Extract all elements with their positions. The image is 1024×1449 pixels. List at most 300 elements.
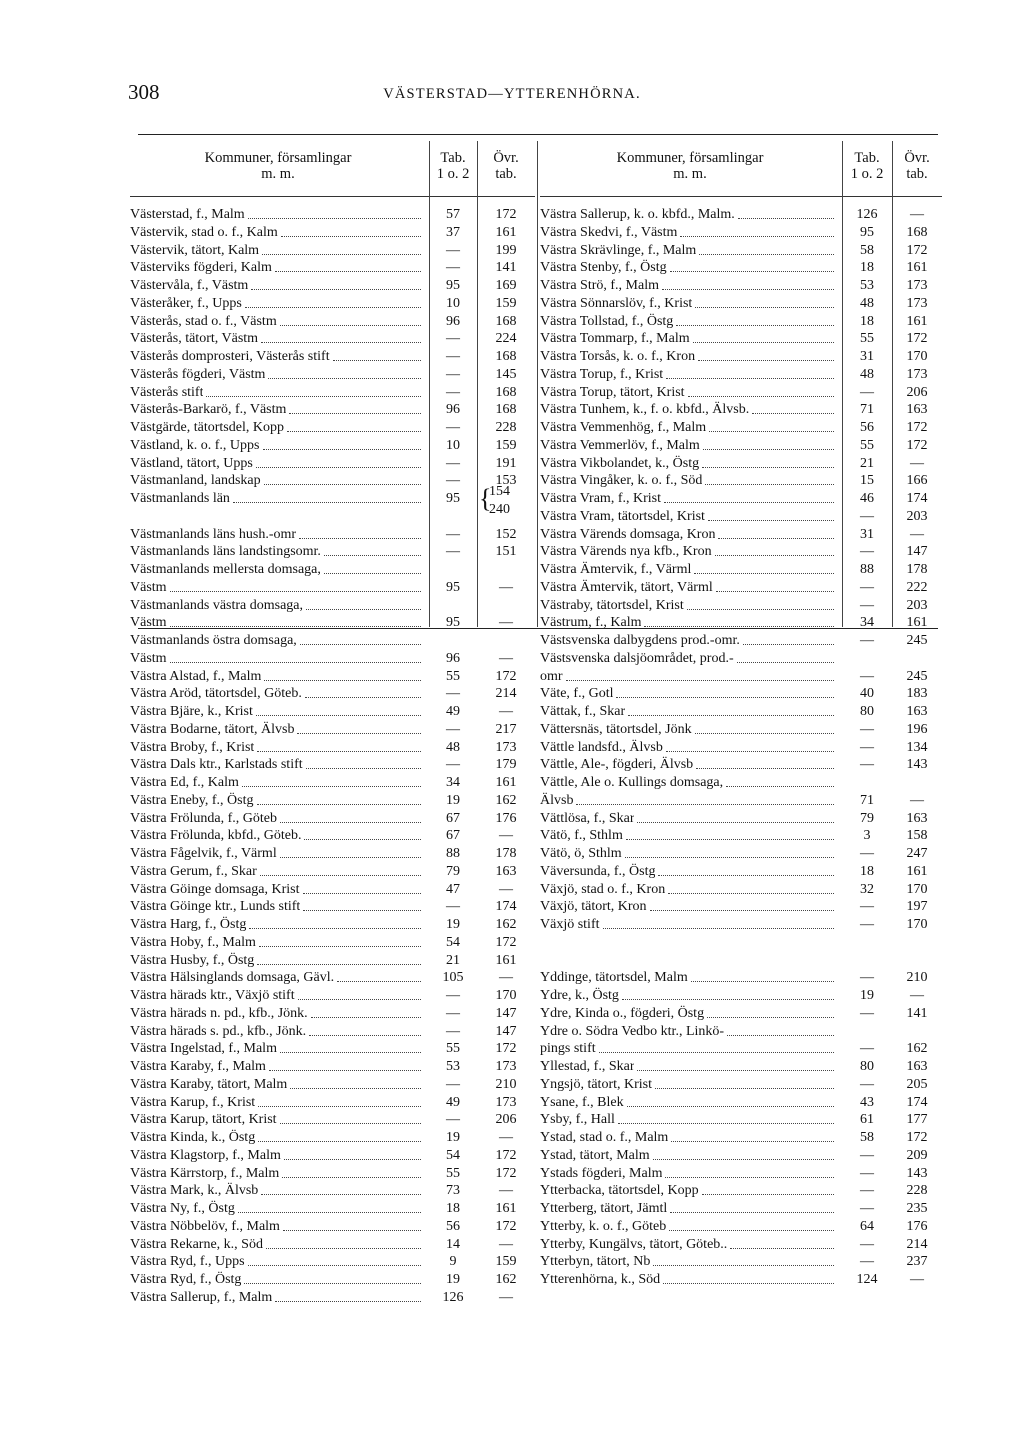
entry-name: Växjö, stad o. f., Kron [540, 881, 666, 897]
entry-name: Ystad, tätort, Malm [540, 1147, 650, 1163]
ovr-value: 173 [495, 1059, 517, 1074]
ovr-value: 163 [906, 1059, 928, 1074]
dot-leader [691, 981, 834, 982]
ovr-value: 161 [495, 775, 517, 790]
ovr-value: 217 [495, 721, 517, 737]
tab-value: — [446, 899, 460, 915]
table-row [0, 508, 1024, 525]
table-row [0, 987, 1024, 1004]
entry-name: Västerås-Barkarö, f., Västm [130, 402, 287, 418]
dot-leader [703, 449, 834, 450]
ovr-value: — [499, 970, 513, 986]
tab-value: 79 [446, 863, 460, 879]
tab-value: 48 [446, 739, 460, 755]
tab-value: 88 [446, 846, 460, 861]
tab-value: — [860, 508, 874, 524]
ovr-value: 228 [495, 420, 517, 435]
entry-name: Västra Skrävlinge, f., Malm [540, 242, 697, 258]
ovr-value: — [499, 881, 513, 897]
tab-value: — [446, 1112, 460, 1128]
ovr-value: — [910, 792, 924, 808]
entry-name: Västra Eneby, f., Östg [130, 792, 254, 808]
entry-name: Vättlösa, f., Skar [540, 810, 635, 826]
dot-leader [695, 307, 834, 308]
dot-leader [727, 1035, 834, 1036]
dot-leader [671, 1141, 834, 1142]
tab-value: 55 [446, 1041, 460, 1057]
table-row [0, 1094, 1024, 1111]
tab-value: 19 [860, 988, 874, 1003]
table-row [0, 437, 1024, 454]
right-header-name [540, 150, 840, 182]
header-tab-line2: 1 o. 2 [436, 166, 470, 182]
ovr-value: 247 [906, 846, 928, 861]
tab-value: 105 [442, 970, 464, 986]
ovr-value: 237 [906, 1254, 928, 1270]
dot-leader [650, 910, 834, 911]
entry-name: Västra Frölunda, kbfd., Göteb. [130, 828, 302, 844]
dot-leader [626, 839, 834, 840]
table-row [0, 543, 1024, 560]
entry-name: Västmanland, landskap [130, 473, 261, 489]
table-row [0, 295, 1024, 312]
entry-name: Västervåla, f., Västm [130, 278, 249, 293]
header-tab-line2: 1 o. 2 [850, 166, 884, 182]
ovr-value: 172 [906, 1130, 928, 1145]
ovr-value: 170 [906, 881, 928, 897]
header-tab-line1: Tab. [440, 150, 466, 166]
ovr-value: 161 [906, 863, 928, 879]
entry-name: Västra härads s. pd., kfb., Jönk. [130, 1023, 307, 1039]
tab-value: 34 [860, 615, 874, 631]
table-row [0, 898, 1024, 915]
right-header-tab [842, 150, 892, 182]
entry-name: Västland, k. o. f., Upps [130, 437, 260, 453]
tab-value: 18 [860, 313, 874, 329]
tab-value: — [860, 899, 874, 915]
dot-leader [275, 1301, 421, 1302]
ovr-value: — [910, 1272, 924, 1287]
entry-name: Västland, tätort, Upps [130, 455, 253, 471]
tab-value: 19 [446, 917, 460, 932]
ovr-value: 161 [495, 224, 517, 240]
tab-value: 34 [446, 775, 460, 790]
tab-value: — [860, 668, 874, 684]
ovr-value: 166 [906, 473, 928, 489]
entry-name: Västra Karup, tätort, Krist [130, 1112, 277, 1128]
table-row [0, 490, 1024, 507]
tab-value: 95 [860, 224, 874, 240]
dot-leader [687, 609, 834, 610]
tab-value: 57 [446, 207, 460, 222]
entry-name: Västra Värends nya kfb., Kron [540, 544, 712, 560]
ovr-value: 141 [495, 260, 517, 276]
entry-name: Västra Göinge domsaga, Krist [130, 881, 300, 897]
dot-leader [738, 218, 834, 219]
tab-value: 49 [446, 1094, 460, 1110]
tab-value: 54 [446, 934, 460, 950]
table-row [0, 384, 1024, 401]
tab-value: 126 [442, 1289, 464, 1305]
entry-name: Västra Gerum, f., Skar [130, 863, 257, 879]
table-row [0, 650, 1024, 667]
entry-name: Västra Klagstorp, f., Malm [130, 1147, 281, 1163]
tab-value: 88 [860, 562, 874, 577]
ovr-value: 214 [906, 1236, 928, 1252]
ovr-value: 169 [495, 278, 517, 293]
ovr-value: 168 [906, 224, 928, 240]
ovr-value: 163 [906, 402, 928, 418]
entry-name: Västra Frölunda, f., Göteb [130, 810, 277, 826]
ovr-value: — [499, 1130, 513, 1145]
dot-leader [702, 467, 834, 468]
tab-value: 73 [446, 1183, 460, 1199]
ovr-value: 172 [495, 1041, 517, 1057]
ovr-value: 161 [906, 615, 928, 631]
ovr-value: 176 [906, 1218, 928, 1234]
dot-leader [688, 396, 834, 397]
entry-name: Västra Bodarne, tätort, Älvsb [130, 721, 295, 737]
tab-value: 14 [446, 1236, 460, 1252]
ovr-value: 203 [906, 508, 928, 524]
entry-name: Västra Vingåker, k. o. f., Söd [540, 473, 703, 489]
dot-leader [708, 520, 834, 521]
entry-name: Vätö, f., Sthlm [540, 828, 623, 844]
dot-leader [662, 289, 834, 290]
ovr-value: 172 [495, 207, 517, 222]
table-row [0, 526, 1024, 543]
table-row [0, 242, 1024, 259]
entry-name: Ydre, k., Östg [540, 988, 619, 1003]
table-row [0, 881, 1024, 898]
ovr-value: 168 [495, 313, 517, 329]
entry-name: Västm [130, 579, 167, 595]
entry-name: Västmanlands västra domsaga, [130, 597, 304, 613]
entry-name: Västra Mark, k., Älvsb [130, 1183, 259, 1199]
ovr-value: 235 [906, 1201, 928, 1216]
tab-value: 18 [860, 863, 874, 879]
ovr-value: 173 [495, 1094, 517, 1110]
entry-name: Västra Göinge ktr., Lunds stift [130, 899, 301, 915]
entry-name: Ysane, f., Blek [540, 1094, 624, 1110]
entry-name: Västra Hälsinglands domsaga, Gävl. [130, 970, 335, 986]
ovr-value: 147 [495, 1005, 517, 1021]
ovr-value: 228 [906, 1183, 928, 1199]
table-row [0, 330, 1024, 347]
ovr-value: — [910, 455, 924, 471]
entry-name: Västra Broby, f., Krist [130, 739, 255, 755]
table-row [0, 1271, 1024, 1288]
table-row [0, 1040, 1024, 1057]
ovr-value: 224 [495, 331, 517, 347]
tab-value: 95 [446, 579, 460, 595]
tab-value: 61 [860, 1112, 874, 1128]
tab-value: 40 [860, 686, 874, 702]
entry-name: Västra Tommarp, f., Malm [540, 331, 690, 347]
entry-name: Västmanlands östra domsaga, [130, 633, 297, 648]
ovr-value: 159 [495, 295, 517, 311]
dot-leader [664, 502, 834, 503]
table-row [0, 632, 1024, 649]
entry-name: Västra Torup, tätort, Krist [540, 384, 685, 400]
tab-value: — [446, 455, 460, 471]
ovr-value: 172 [495, 668, 517, 684]
ovr-value: 141 [906, 1005, 928, 1021]
table-row [0, 1165, 1024, 1182]
entry-name: Västmanlands mellersta domsaga, [130, 562, 321, 577]
ovr-value: 178 [906, 562, 928, 577]
tab-value: 54 [446, 1147, 460, 1163]
table-row [0, 277, 1024, 294]
ovr-value: — [910, 207, 924, 222]
entry-name: Västra Harg, f., Östg [130, 917, 247, 932]
tab-value: 53 [860, 278, 874, 293]
tab-value: 31 [860, 526, 874, 542]
entry-name: Västm [130, 650, 167, 666]
header-tab-line1: Tab. [854, 150, 880, 166]
table-row [0, 561, 1024, 578]
tab-value: 37 [446, 224, 460, 240]
entry-name: Västra Vemmerlöv, f., Malm [540, 437, 700, 453]
header-name-line1: Kommuner, församlingar [204, 150, 352, 166]
ovr-value: 191 [495, 455, 517, 471]
tab-value: — [860, 633, 874, 648]
tab-value: — [446, 686, 460, 702]
ovr-value: 172 [495, 1218, 517, 1234]
entry-name: Västerås, stad o. f., Västm [130, 313, 277, 329]
entry-name: Ysby, f., Hall [540, 1112, 615, 1128]
ovr-value: 163 [906, 704, 928, 719]
dot-leader [666, 751, 834, 752]
entry-name: Västra Tunhem, k., f. o. kbfd., Älvsb. [540, 402, 750, 418]
dot-leader [665, 1177, 834, 1178]
tab-value: — [446, 721, 460, 737]
entry-name: pings stift [540, 1041, 596, 1057]
header-name-line1: Kommuner, församlingar [616, 150, 764, 166]
ovr-value: 173 [906, 295, 928, 311]
entry-name: Ytterbacka, tätortsdel, Kopp [540, 1183, 699, 1199]
ovr-value: 206 [495, 1112, 517, 1128]
page-title: VÄSTERSTAD—YTTERENHÖRNA. [383, 86, 641, 102]
dot-leader [655, 1088, 834, 1089]
tab-value: 47 [446, 881, 460, 897]
tab-value: — [446, 1005, 460, 1021]
ovr-value: 158 [906, 828, 928, 844]
ovr-value: 172 [906, 420, 928, 435]
ovr-value: 172 [495, 1165, 517, 1181]
ovr-value: 153 [495, 473, 517, 489]
tab-value: 56 [860, 420, 874, 435]
table-row [0, 597, 1024, 614]
ovr-value: 163 [495, 863, 517, 879]
dot-leader [668, 893, 834, 894]
tab-value: 15 [860, 473, 874, 489]
entry-name: Vättersnäs, tätortsdel, Jönk [540, 721, 692, 737]
tab-value: 64 [860, 1218, 874, 1234]
ovr-value: 159 [495, 437, 517, 453]
tab-value: — [860, 917, 874, 932]
table-row [0, 1076, 1024, 1093]
table-row [0, 1147, 1024, 1164]
entry-name: Vättle, Ale-, fögderi, Älvsb [540, 757, 694, 773]
tab-value: — [446, 1076, 460, 1092]
ovr-value: 172 [906, 242, 928, 258]
header-ovr-line2: tab. [495, 166, 517, 182]
dot-leader [666, 378, 834, 379]
tab-value: — [860, 1201, 874, 1216]
tab-value: 96 [446, 650, 460, 666]
entry-name: Västra Dals ktr., Karlstads stift [130, 757, 303, 773]
ovr-value: — [499, 1183, 513, 1199]
dot-leader [669, 1230, 834, 1231]
ovr-value: 172 [495, 934, 517, 950]
ovr-value: — [499, 579, 513, 595]
tab-value: 95 [446, 491, 460, 506]
header-ovr-line2: tab. [906, 166, 928, 182]
tab-value: — [860, 757, 874, 773]
tab-value: — [446, 988, 460, 1003]
dot-leader [718, 538, 834, 539]
entry-name: Västerstad, f., Malm [130, 207, 245, 222]
ovr-value: — [499, 650, 513, 666]
entry-name: Västra Ämtervik, tätort, Värml [540, 579, 713, 595]
table-row [0, 827, 1024, 844]
lan-value: 154 [489, 484, 510, 499]
entry-name: Västervik, stad o. f., Kalm [130, 224, 278, 240]
entry-name: Väversunda, f., Östg [540, 863, 656, 879]
entry-name: Ystads fögderi, Malm [540, 1165, 663, 1181]
table-row [0, 1005, 1024, 1022]
table-row [0, 1253, 1024, 1270]
ovr-value: 222 [906, 579, 928, 595]
ovr-value: 209 [906, 1147, 928, 1163]
dot-leader [653, 1159, 834, 1160]
ovr-value: 172 [906, 437, 928, 453]
entry-name: Västmanlands läns landstingsomr. [130, 544, 321, 560]
left-header-rule [130, 196, 535, 197]
tab-value: 53 [446, 1059, 460, 1074]
entry-name: Västra härads ktr., Växjö stift [130, 988, 295, 1003]
entry-name: Ytterberg, tätort, Jämtl [540, 1201, 668, 1216]
dot-leader [695, 733, 834, 734]
entry-name: Västra Alstad, f., Malm [130, 668, 262, 684]
entry-name: Ytterby, k. o. f., Göteb [540, 1218, 667, 1234]
entry-name: Västerås stift [130, 384, 204, 400]
header-name-line2: m. m. [261, 166, 295, 182]
dot-leader [670, 271, 834, 272]
dot-leader [566, 680, 834, 681]
tab-value: 55 [446, 1165, 460, 1181]
tab-value: — [446, 366, 460, 382]
entry-name: Västsvenska dalsjöområdet, prod.- [540, 650, 734, 666]
tab-value: — [860, 1076, 874, 1092]
dot-leader [625, 857, 834, 858]
entry-name: Ydre, Kinda o., fögderi, Östg [540, 1005, 705, 1021]
tab-value: — [446, 384, 460, 400]
tab-value: — [446, 757, 460, 773]
dot-leader [627, 1106, 834, 1107]
entry-name: Växjö stift [540, 917, 600, 932]
tab-value: 18 [860, 260, 874, 276]
tab-value: 32 [860, 881, 874, 897]
table-row [0, 685, 1024, 702]
entry-name: Västra Sallerup, f., Malm [130, 1289, 273, 1305]
entry-name: Västra Hoby, f., Malm [130, 934, 256, 950]
tab-value: 96 [446, 402, 460, 418]
tab-value: 19 [446, 1130, 460, 1145]
entry-name: Västra Vikbolandet, k., Östg [540, 455, 700, 471]
entry-name: Västra Torsås, k. o. f., Kron [540, 349, 696, 364]
table-row [0, 206, 1024, 223]
ovr-value: 205 [906, 1076, 928, 1092]
entry-name: Västra Vram, f., Krist [540, 491, 661, 506]
entry-name: Västerås, tätort, Västm [130, 331, 259, 347]
dot-leader [637, 1070, 834, 1071]
tab-value: — [446, 1023, 460, 1039]
lan-brace: { [479, 484, 492, 513]
entry-name: Västraby, tätortsdel, Krist [540, 597, 684, 613]
ovr-value: 151 [495, 544, 517, 560]
entry-name: Västra Torup, f., Krist [540, 366, 664, 382]
entry-name: Västra Tollstad, f., Östg [540, 313, 674, 329]
tab-value: 48 [860, 366, 874, 382]
table-row [0, 348, 1024, 365]
ovr-value: 174 [906, 491, 928, 506]
ovr-value: 177 [906, 1112, 928, 1128]
entry-name: Västrum, f., Kalm [540, 615, 642, 631]
tab-value: — [446, 544, 460, 560]
entry-name: Västra Kärrstorp, f., Malm [130, 1165, 280, 1181]
dot-leader [663, 1283, 834, 1284]
table-row [0, 703, 1024, 720]
tab-value: — [860, 384, 874, 400]
entry-name: Västra Ny, f., Östg [130, 1201, 235, 1216]
entry-name: Västra Aröd, tätortsdel, Göteb. [130, 686, 302, 702]
table-row [0, 756, 1024, 773]
table-row [0, 952, 1024, 969]
tab-value: 49 [446, 704, 460, 719]
ovr-value: 143 [906, 1165, 928, 1181]
tab-value: — [446, 473, 460, 489]
tab-value: 43 [860, 1094, 874, 1110]
ovr-value: 197 [906, 899, 928, 915]
tab-value: 95 [446, 615, 460, 631]
table-row [0, 1289, 1024, 1306]
table-row [0, 1129, 1024, 1146]
entry-name: Ytterenhörna, k., Söd [540, 1272, 661, 1287]
table-row [0, 224, 1024, 241]
tab-value: — [446, 349, 460, 364]
entry-name: Västra Ingelstad, f., Malm [130, 1041, 277, 1057]
ovr-value: — [499, 704, 513, 719]
entry-name: Västra Vemmenhög, f., Malm [540, 420, 707, 435]
dot-leader [709, 431, 834, 432]
entry-name: omr [540, 668, 563, 684]
ovr-value: 168 [495, 384, 517, 400]
entry-name: Västra Rekarne, k., Söd [130, 1236, 263, 1252]
tab-value: 71 [860, 792, 874, 808]
tab-value: 58 [860, 242, 874, 258]
tab-value: 19 [446, 792, 460, 808]
ovr-value: 170 [906, 349, 928, 364]
entry-name: Vättle landsfd., Älvsb [540, 739, 663, 755]
tab-value: — [860, 1254, 874, 1270]
ovr-value: 159 [495, 1254, 517, 1270]
tab-value: 46 [860, 491, 874, 506]
ovr-value: 214 [495, 686, 517, 702]
ovr-value: 161 [906, 313, 928, 329]
entry-name: Ydre o. Södra Vedbo ktr., Linkö- [540, 1023, 725, 1039]
